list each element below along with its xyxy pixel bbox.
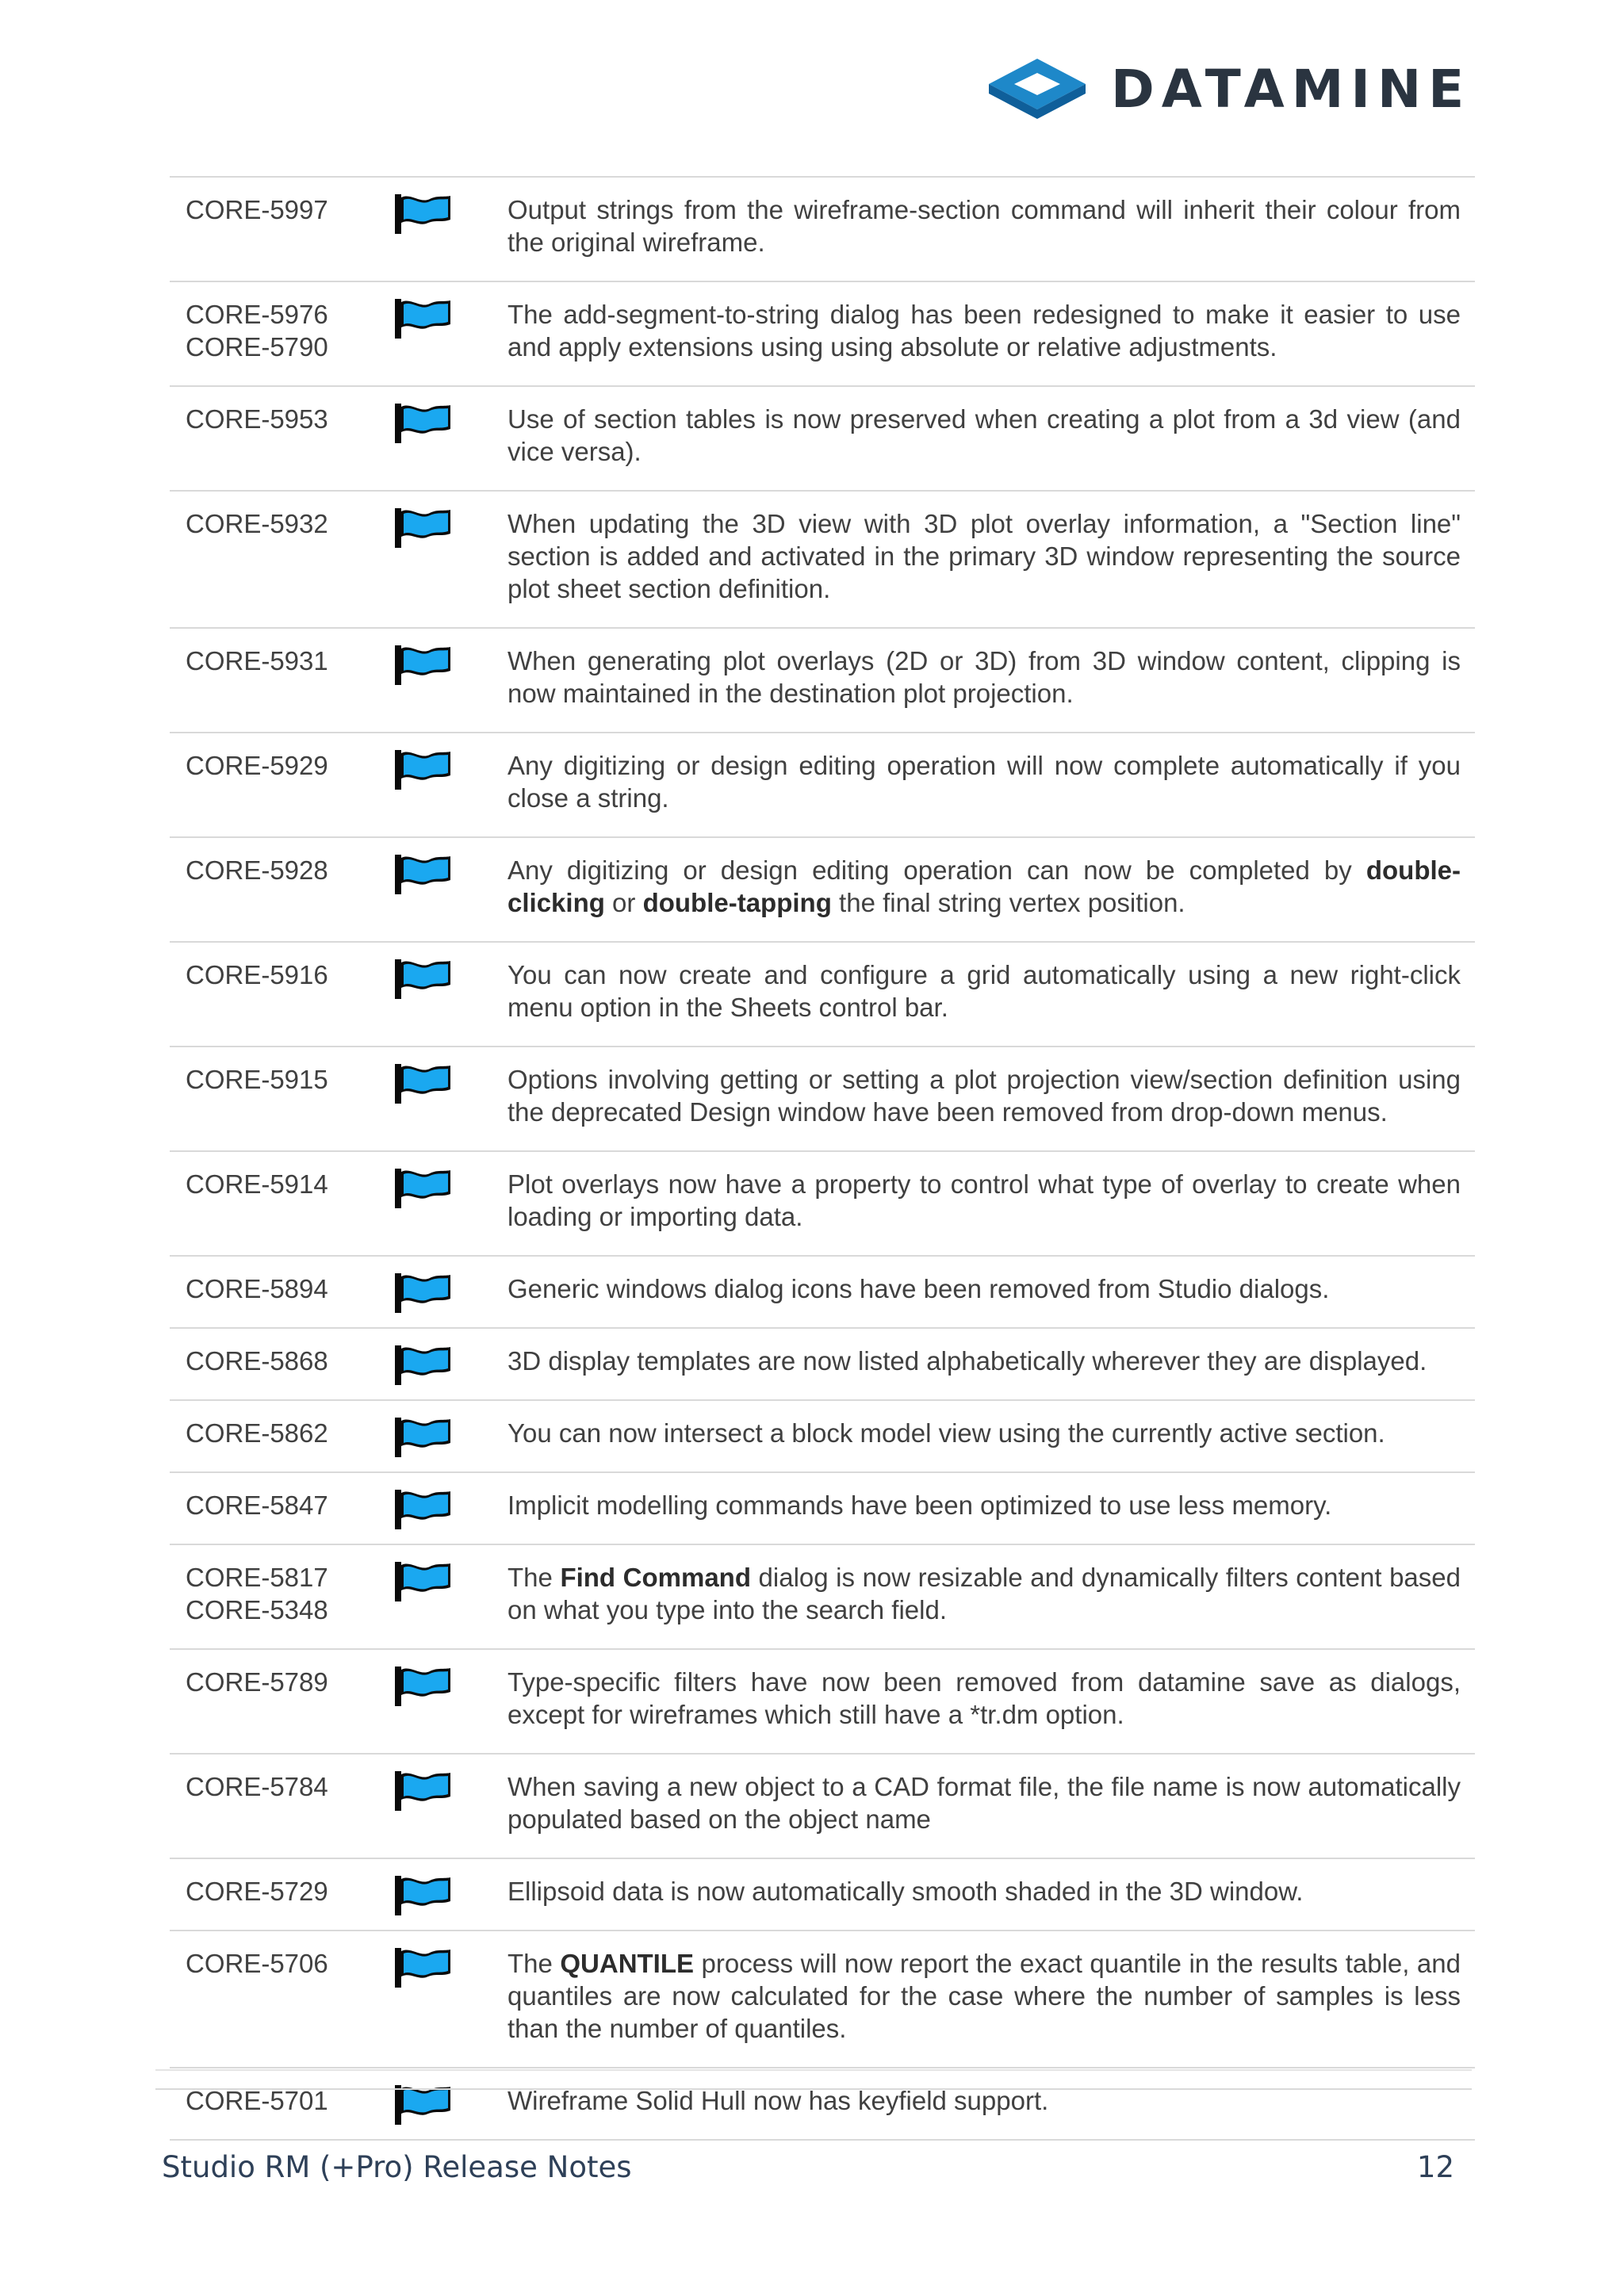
flag-icon [393, 851, 454, 896]
emphasis-text: double-tapping [642, 888, 832, 917]
flag-icon [393, 1342, 454, 1387]
description-text: You can now create and configure a grid automatically using a new right-click menu option in the Sheets control bar. [508, 960, 1461, 1022]
table-row [170, 1329, 1475, 1401]
table-row [170, 387, 1475, 492]
issue-id-cell [186, 1047, 393, 1150]
description-text: Any digitizing or design editing operation will now complete automatically if you close a string. [508, 751, 1461, 813]
flag-icon [393, 1414, 454, 1459]
flag-cell [393, 629, 508, 732]
issue-id-cell [186, 1859, 393, 1930]
description-text: The add-segment-to-string dialog has been redesigned to make it easier to use and apply extensions using using absolute or relative adjustments. [508, 300, 1461, 362]
description-text: dialog is now resizable and dynamically filters content based on what you type into the search field. [508, 1563, 1461, 1624]
description-cell [508, 1047, 1475, 1150]
description-cell [508, 1329, 1475, 1399]
issue-id-cell [186, 282, 393, 385]
description-text: The [508, 1563, 561, 1592]
issue-id: CORE-5932 [186, 509, 328, 538]
issue-id: CORE-5790 [186, 332, 328, 362]
table-row [170, 178, 1475, 282]
footer-document-title: Studio RM (+Pro) Release Notes [162, 2150, 632, 2184]
issue-id: CORE-5914 [186, 1169, 328, 1199]
release-notes-table [170, 176, 1475, 2141]
flag-icon [393, 191, 454, 235]
description-text: or [604, 888, 643, 917]
flag-icon [393, 956, 454, 1001]
issue-id-cell [186, 1401, 393, 1471]
issue-id-cell [186, 1473, 393, 1544]
description-cell [508, 2068, 1475, 2139]
flag-icon [393, 1270, 454, 1314]
description-text: The [508, 1949, 561, 1978]
flag-cell [393, 1047, 508, 1150]
flag-icon [393, 1663, 454, 1708]
table-row [170, 1473, 1475, 1545]
table-row [170, 1047, 1475, 1152]
flag-icon [393, 1165, 454, 1210]
description-text: Wireframe Solid Hull now has keyfield support. [508, 2086, 1049, 2115]
issue-id: CORE-5847 [186, 1490, 328, 1520]
issue-id: CORE-5701 [186, 2086, 328, 2115]
logo-wordmark: DATAMINE [1111, 58, 1472, 120]
flag-cell [393, 387, 508, 490]
description-text: process will now report the exact quantile in the results table, and quantiles are now calculated for the case where the number of samples is less than the number of quantiles. [508, 1949, 1461, 2043]
description-cell [508, 1545, 1475, 1648]
emphasis-text: Find Command [560, 1563, 751, 1592]
description-text: Options involving getting or setting a plot projection view/section definition using the deprecated Design window have been removed from drop-down menus. [508, 1065, 1461, 1127]
flag-cell [393, 1931, 508, 2067]
flag-cell [393, 282, 508, 385]
issue-id: CORE-5706 [186, 1949, 328, 1978]
flag-cell [393, 1401, 508, 1471]
flag-icon [393, 1873, 454, 1917]
table-row [170, 1650, 1475, 1755]
description-text: Use of section tables is now preserved when creating a plot from a 3d view (and vice versa). [508, 404, 1461, 466]
flag-cell [393, 1257, 508, 1327]
table-row [170, 943, 1475, 1047]
issue-id-cell [186, 492, 393, 627]
issue-id: CORE-5348 [186, 1595, 328, 1624]
description-cell [508, 1755, 1475, 1858]
issue-id: CORE-5916 [186, 960, 328, 989]
flag-icon [393, 296, 454, 340]
flag-cell [393, 1329, 508, 1399]
description-cell [508, 492, 1475, 627]
description-cell [508, 1152, 1475, 1255]
description-cell [508, 943, 1475, 1046]
issue-id: CORE-5868 [186, 1346, 328, 1376]
flag-cell [393, 1859, 508, 1930]
description-cell [508, 1473, 1475, 1544]
issue-id-cell [186, 1329, 393, 1399]
flag-icon [393, 505, 454, 549]
description-cell [508, 1257, 1475, 1327]
table-row [170, 282, 1475, 387]
description-text: Implicit modelling commands have been optimized to use less memory. [508, 1490, 1332, 1520]
footer-page-number: 12 [1416, 2150, 1454, 2184]
flag-icon [393, 1487, 454, 1531]
description-cell [508, 1859, 1475, 1930]
description-text: Output strings from the wireframe-section command will inherit their colour from the original wireframe. [508, 195, 1461, 257]
table-row [170, 838, 1475, 943]
flag-cell [393, 943, 508, 1046]
issue-id: CORE-5928 [186, 855, 328, 885]
table-row [170, 733, 1475, 838]
footer-rule [155, 2088, 1472, 2090]
description-cell [508, 1401, 1475, 1471]
table-row [170, 1401, 1475, 1473]
description-cell [508, 1931, 1475, 2067]
flag-cell [393, 733, 508, 836]
issue-id: CORE-5915 [186, 1065, 328, 1094]
description-text: 3D display templates are now listed alphabetically wherever they are displayed. [508, 1346, 1427, 1376]
issue-id: CORE-5784 [186, 1772, 328, 1801]
issue-id: CORE-5997 [186, 195, 328, 224]
issue-id: CORE-5894 [186, 1274, 328, 1303]
issue-id-cell [186, 1755, 393, 1858]
datamine-logo [987, 57, 1471, 121]
issue-id: CORE-5976 [186, 300, 328, 329]
issue-id-cell [186, 1545, 393, 1648]
description-cell [508, 1650, 1475, 1753]
flag-cell [393, 2068, 508, 2139]
table-row [170, 1152, 1475, 1257]
issue-id: CORE-5953 [186, 404, 328, 434]
flag-icon [393, 400, 454, 445]
flag-icon [393, 1945, 454, 1989]
flag-icon [393, 747, 454, 791]
issue-id-cell [186, 629, 393, 732]
table-row [170, 629, 1475, 733]
flag-cell [393, 1755, 508, 1858]
emphasis-text: QUANTILE [560, 1949, 695, 1978]
flag-icon [393, 1768, 454, 1812]
issue-id-cell [186, 387, 393, 490]
flag-cell [393, 178, 508, 281]
description-cell [508, 838, 1475, 941]
table-row [170, 1257, 1475, 1329]
flag-icon [393, 1559, 454, 1603]
description-text: Ellipsoid data is now automatically smooth shaded in the 3D window. [508, 1877, 1304, 1906]
issue-id: CORE-5862 [186, 1418, 328, 1448]
table-row [170, 1755, 1475, 1859]
description-text: Any digitizing or design editing operation can now be completed by [508, 855, 1366, 885]
table-row [170, 1859, 1475, 1931]
issue-id-cell [186, 2068, 393, 2139]
issue-id-cell [186, 1650, 393, 1753]
issue-id-cell [186, 1152, 393, 1255]
issue-id: CORE-5789 [186, 1667, 328, 1697]
description-text: the final string vertex position. [831, 888, 1185, 917]
issue-id-cell [186, 1257, 393, 1327]
description-text: You can now intersect a block model view using the currently active section. [508, 1418, 1385, 1448]
description-text: When saving a new object to a CAD format file, the file name is now automatically populated based on the object name [508, 1772, 1461, 1834]
issue-id-cell [186, 838, 393, 941]
issue-id: CORE-5817 [186, 1563, 328, 1592]
description-text: When updating the 3D view with 3D plot overlay information, a "Section line" section is added and activated in the primary 3D window representing the source plot sheet section definition. [508, 509, 1461, 603]
issue-id-cell [186, 943, 393, 1046]
description-cell [508, 387, 1475, 490]
issue-id: CORE-5729 [186, 1877, 328, 1906]
description-cell [508, 178, 1475, 281]
issue-id: CORE-5929 [186, 751, 328, 780]
flag-icon [393, 642, 454, 687]
flag-cell [393, 492, 508, 627]
flag-cell [393, 1152, 508, 1255]
issue-id-cell [186, 733, 393, 836]
flag-cell [393, 1650, 508, 1753]
emphasis-text: double-clicking [508, 855, 1461, 917]
issue-id-cell [186, 1931, 393, 2067]
flag-icon [393, 1061, 454, 1105]
flag-cell [393, 1473, 508, 1544]
flag-cell [393, 1545, 508, 1648]
description-text: Plot overlays now have a property to control what type of overlay to create when loading or importing data. [508, 1169, 1461, 1231]
table-row [170, 492, 1475, 629]
table-end-rule [155, 2069, 1472, 2071]
description-text: Generic windows dialog icons have been removed from Studio dialogs. [508, 1274, 1330, 1303]
issue-id: CORE-5931 [186, 646, 328, 675]
description-text: When generating plot overlays (2D or 3D) from 3D window content, clipping is now maintained in the destination plot projection. [508, 646, 1461, 708]
description-cell [508, 282, 1475, 385]
table-row [170, 1545, 1475, 1650]
issue-id-cell [186, 178, 393, 281]
table-row [170, 2068, 1475, 2141]
flag-cell [393, 838, 508, 941]
datamine-logo-icon [987, 57, 1087, 121]
table-row [170, 1931, 1475, 2068]
description-cell [508, 733, 1475, 836]
description-text: Type-specific filters have now been removed from datamine save as dialogs, except for wireframes which still have a *tr.dm option. [508, 1667, 1461, 1729]
description-cell [508, 629, 1475, 732]
